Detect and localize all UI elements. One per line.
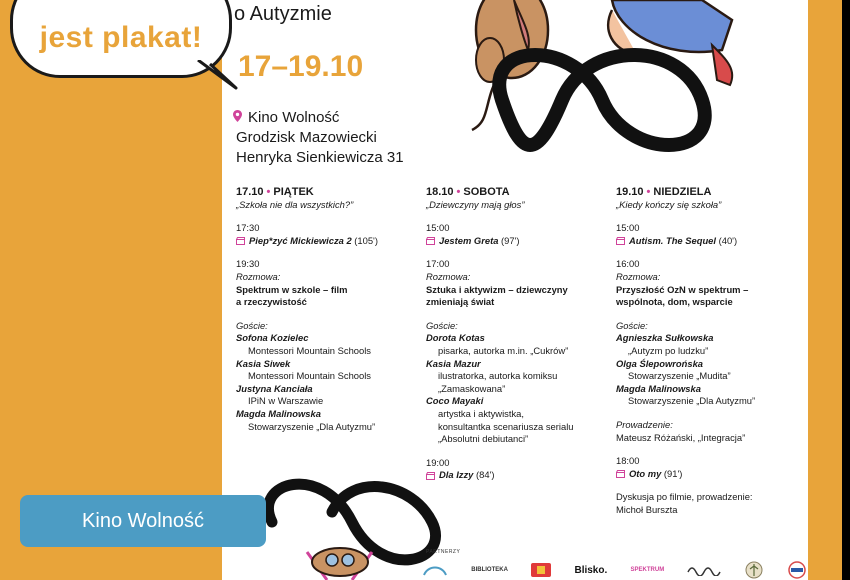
partners-label: PARTNERZY [426,549,461,555]
day-column-sunday [616,186,801,516]
guests-label: Goście: [426,319,458,331]
screening-time: 17:30 [236,222,260,234]
guest-name: Dorota Kotas [426,332,485,344]
day-theme: „Kiedy kończy się szkoła” [616,198,722,210]
talk-time: 16:00 [616,258,640,270]
venue-line: Grodzisk Mazowiecki [236,129,377,146]
talk-title-line: wspólnota, dom, wsparcie [616,296,733,308]
speech-bubble-tail [196,60,240,90]
guest-role: „Absolutni debiutanci” [438,433,529,445]
guest-role: „Zamaskowana” [438,382,506,394]
day-heading: 18.10 • SOBOTA [426,186,510,198]
guest-role: Montessori Mountain Schools [248,370,371,382]
talk-label: Rozmowa: [616,270,661,282]
talk-title-line: zmieniają świat [426,296,495,308]
venue-line: Kino Wolność [248,109,340,126]
guest-role: Stowarzyszenie „Mudita” [628,370,731,382]
film-entry: Dla Izzy (84') [426,469,611,482]
guest-role: Montessori Mountain Schools [248,344,371,356]
guest-role: Stowarzyszenie „Dla Autyzmu” [248,420,376,432]
guests-label: Goście: [236,319,268,331]
talk-title-line: Spektrum w szkole – film [236,283,348,295]
guest-name: Kasia Mazur [426,357,481,369]
talk-label: Rozmowa: [426,270,471,282]
day-column-friday [236,186,421,433]
day-theme: „Szkoła nie dla wszystkich?” [236,198,354,210]
guest-role: IPiN w Warszawie [248,395,324,407]
discussion-label: Dyskusja po filmie, prowadzenie: [616,491,753,503]
speech-bubble-text: jest plakat! [39,21,203,54]
partner-logo-dk [531,563,551,577]
discussion-host: Michoł Bursztа [616,503,678,515]
partner-logo-spektrum: SPEKTRUM [630,567,665,573]
screening-time: 18:00 [616,455,640,467]
film-clapper-icon [616,237,625,245]
film-entry: Autism. The Sequel (40') [616,235,801,248]
poster [222,0,808,580]
day-column-saturday [426,186,611,482]
guest-name: Sofona Kozielec [236,332,309,344]
film-clapper-icon [616,470,625,478]
left-orange-band [0,0,222,580]
partner-logo-tree [745,561,763,579]
partner-logo-blisko: Blisko. [574,564,608,576]
day-heading: 17.10 • PIĄTEK [236,186,314,198]
talk-time: 17:00 [426,258,450,270]
partner-logo-wave [687,564,721,576]
host-label: Prowadzenie: [616,418,673,430]
partner-logo-fundacja [422,563,448,577]
guest-role: „Autyzm po ludzku” [628,344,709,356]
talk-label: Rozmowa: [236,270,281,282]
film-clapper-icon [426,237,435,245]
guest-role: pisarka, autorka m.in. „Cukrów” [438,344,569,356]
screening-time: 15:00 [616,222,640,234]
host-name: Mateusz Różański, „Integracja” [616,431,746,443]
partner-logos [422,560,808,580]
guest-name: Justyna Kanciała [236,382,313,394]
talk-title-line: Sztuka i aktywizm – dziewczyny [426,283,568,295]
guest-name: Magda Malinowska [616,382,701,394]
guest-name: Agnieszka Sułkowska [616,332,714,344]
day-theme: „Dziewczyny mają głos” [426,198,525,210]
guest-role: konsultantka scenariusza serialu [438,420,574,432]
partner-logo-biblioteka: BIBLIOTEKA [471,567,508,573]
partner-logo-wkd [786,561,808,579]
venue-line: Henryka Sienkiewicza 31 [236,149,404,166]
talk-title-line: a rzeczywistość [236,296,307,308]
right-orange-band [808,0,842,580]
talk-title-line: Przyszłość OzN w spektrum – [616,283,749,295]
dog-and-boy-illustration [462,0,792,180]
film-clapper-icon [426,472,435,480]
day-heading: 19.10 • NIEDZIELA [616,186,712,198]
guest-name: Magda Malinowska [236,407,321,419]
guest-name: Kasia Siwek [236,357,291,369]
venue-address [236,108,404,168]
film-entry: Jestem Greta (97') [426,235,611,248]
guest-name: Coco Mayaki [426,395,484,407]
location-pin-icon [233,110,242,122]
film-entry: Oto my (91') [616,468,801,481]
poster-subtitle: o Autyzmie [234,3,332,25]
guest-name: Olga Ślepowrońska [616,357,704,369]
guest-role: artystka i aktywistka, [438,407,524,419]
guest-role: Stowarzyszenie „Dla Autyzmu” [628,395,756,407]
screening-time: 19:00 [426,456,450,468]
guest-role: ilustratorka, autorka komiksu [438,370,558,382]
festival-dates: 17–19.10 [238,50,364,83]
screening-time: 15:00 [426,222,450,234]
guests-label: Goście: [616,319,648,331]
film-entry: Piep*zyć Mickiewicza 2 (105') [236,235,421,248]
talk-time: 19:30 [236,258,260,270]
kino-wolnosc-tag: Kino Wolność [20,495,266,547]
film-clapper-icon [236,237,245,245]
